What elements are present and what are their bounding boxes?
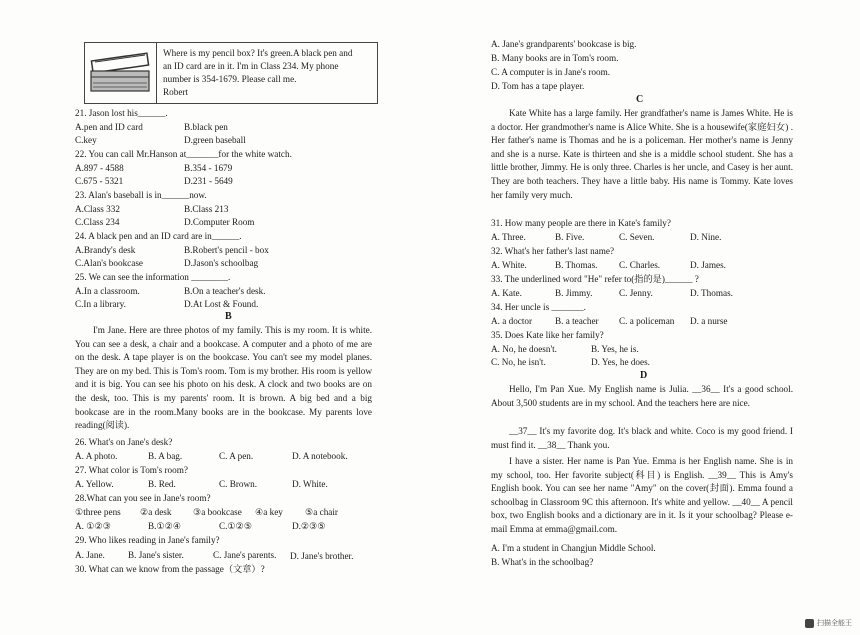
q23-option-a: A.Class 332 <box>75 204 120 214</box>
q28-option-c: C.①②⑤ <box>219 521 253 531</box>
q31-stem: 31. How many people are there in Kate's family? <box>491 218 671 228</box>
passage-c <box>491 107 793 202</box>
q28-item-5: ⑤a chair <box>305 507 338 517</box>
lost-notice-box <box>84 42 378 104</box>
q27-stem: 27. What color is Tom's room? <box>75 465 188 475</box>
q26-option-a: A. A photo. <box>75 451 118 461</box>
passage-c-text: Kate White has a large family. Her grandfather's name is James White. He is a doctor. Her grandmother's name is Alice White. She is a housewife(家庭妇女) . Her father's name is Thomas and he is a policeman. Her mother's name is Jenny and she is a nurse. Kate is thirteen and she is a middle school student. She has a little brother, Jimmy. He is only three. Charles is her uncle, and Casey is her aunt. They are both teachers. They have a little baby. His name is Tommy. Kate loves her family very much. <box>491 108 793 200</box>
q21-option-c: C.key <box>75 135 97 145</box>
q30-option-c: C. A computer is in Jane's room. <box>491 67 611 77</box>
q27-option-a: A. Yellow. <box>75 479 114 489</box>
q30-stem: 30. What can we know from the passage（文章）? <box>75 564 265 574</box>
q25-option-d: D.At Lost & Found. <box>184 299 259 309</box>
q25-stem: 25. We can see the information ________. <box>75 272 231 282</box>
q27-option-b: B. Red. <box>148 479 176 489</box>
q31-option-a: A. Three. <box>491 232 526 242</box>
q34-option-a: A. a doctor <box>491 316 533 326</box>
q30-option-b: B. Many books are in Tom's room. <box>491 53 619 63</box>
notice-line: an ID card are in it. I'm in Class 234. My phone <box>163 61 339 71</box>
q24-option-d: D.Jason's schoolbag <box>184 258 259 268</box>
q31-option-d: D. Nine. <box>690 232 722 242</box>
q28-stem: 28.What can you see in Jane's room? <box>75 493 211 503</box>
q26-option-b: B. A bag. <box>148 451 183 461</box>
q34-option-c: C. a policeman <box>619 316 675 326</box>
q32-option-b: B. Thomas. <box>555 260 598 270</box>
q33-stem: 33. The underlined word "He" refer to(指的是)______ ? <box>491 274 699 284</box>
section-b-header: B <box>225 311 232 322</box>
q27-option-d: D. White. <box>292 479 328 489</box>
q21-stem: 21. Jason lost his______. <box>75 108 168 118</box>
q23-option-c: C.Class 234 <box>75 217 120 227</box>
q25-option-a: A.In a classroom. <box>75 286 140 296</box>
q24-stem: 24. A black pen and an ID card are in______. <box>75 231 242 241</box>
passage-b <box>75 324 372 433</box>
q21-option-b: B.black pen <box>184 122 228 132</box>
passage-d-paragraph-3 <box>491 455 793 537</box>
q21-option-a: A.pen and ID card <box>75 122 143 132</box>
d-option-b: B. What's in the schoolbag? <box>491 557 594 567</box>
q30-option-d: D. Tom has a tape player. <box>491 81 585 91</box>
q30-option-a: A. Jane's grandparents' bookcase is big. <box>491 39 637 49</box>
q33-option-d: D. Thomas. <box>690 288 733 298</box>
q22-option-b: B.354 - 1679 <box>184 163 233 173</box>
q25-option-b: B.On a teacher's desk. <box>184 286 266 296</box>
q33-option-c: C. Jenny. <box>619 288 653 298</box>
q28-item-3: ③a bookcase <box>193 507 242 517</box>
q23-option-d: D.Computer Room <box>184 217 255 227</box>
q25-option-c: C.In a library. <box>75 299 126 309</box>
q34-option-b: B. a teacher <box>555 316 599 326</box>
passage-d-text-2: __37__ It's my favorite dog. It's black and white. Coco is my good friend. I must find it. __38__ Thank you. <box>491 426 793 450</box>
q32-option-d: D. James. <box>690 260 726 270</box>
notice-line: number is 354-1679. Please call me. <box>163 74 297 84</box>
section-c-header: C <box>636 94 644 105</box>
pencil-box-icon <box>85 43 157 103</box>
section-d-header: D <box>640 370 648 381</box>
notice-signature: Robert <box>163 87 189 97</box>
q26-stem: 26. What's on Jane's desk? <box>75 437 173 447</box>
passage-d-paragraph-1 <box>491 383 793 410</box>
q24-option-a: A.Brandy's desk <box>75 245 136 255</box>
passage-d-paragraph-2 <box>491 425 793 452</box>
d-option-a: A. I'm a student in Changjun Middle School. <box>491 543 656 553</box>
q28-option-d: D.②③⑤ <box>292 521 326 531</box>
notice-line: Where is my pencil box? It's green.A black pen and <box>163 48 353 58</box>
q29-option-d: D. Jane's brother. <box>290 551 354 561</box>
q32-option-c: C. Charles. <box>619 260 661 270</box>
q24-option-b: B.Robert's pencil - box <box>184 245 269 255</box>
q22-option-a: A.897 - 4588 <box>75 163 124 173</box>
q35-stem: 35. Does Kate like her family? <box>491 330 604 340</box>
q31-option-c: C. Seven. <box>619 232 655 242</box>
q22-stem: 22. You can call Mr.Hanson at_______for the white watch. <box>75 149 292 159</box>
q28-item-1: ①three pens <box>75 507 121 517</box>
passage-d-text-1: Hello, I'm Pan Xue. My English name is Julia. __36__ It's a good school. About 3,500 students are in my school. And the teachers here are nice. <box>491 384 793 408</box>
q28-item-4: ④a key <box>255 507 283 517</box>
q34-option-d: D. a nurse <box>690 316 728 326</box>
q35-option-d: D. Yes, he does. <box>591 357 650 367</box>
q22-option-d: D.231 - 5649 <box>184 176 233 186</box>
q29-stem: 29. Who likes reading in Jane's family? <box>75 535 220 545</box>
notice-text <box>163 47 373 99</box>
q26-option-d: D. A notebook. <box>292 451 348 461</box>
q33-option-a: A. Kate. <box>491 288 522 298</box>
q26-option-c: C. A pen. <box>219 451 254 461</box>
q28-option-b: B.①②④ <box>148 521 182 531</box>
q35-option-c: C. No, he isn't. <box>491 357 546 367</box>
q35-option-b: B. Yes, he is. <box>591 344 639 354</box>
q21-option-d: D.green baseball <box>184 135 246 145</box>
q24-option-c: C.Alan's bookcase <box>75 258 143 268</box>
q29-option-c: C. Jane's parents. <box>213 550 277 560</box>
q32-stem: 32. What's her father's last name? <box>491 246 615 256</box>
q23-option-b: B.Class 213 <box>184 204 229 214</box>
q29-option-a: A. Jane. <box>75 550 105 560</box>
q27-option-c: C. Brown. <box>219 479 258 489</box>
q35-option-a: A. No, he doesn't. <box>491 344 557 354</box>
q33-option-b: B. Jimmy. <box>555 288 593 298</box>
q28-item-2: ②a desk <box>140 507 172 517</box>
q32-option-a: A. White. <box>491 260 527 270</box>
watermark-text: 扫描全能王 <box>817 619 852 627</box>
q23-stem: 23. Alan's baseball is in______now. <box>75 190 207 200</box>
q31-option-b: B. Five. <box>555 232 585 242</box>
q29-option-b: B. Jane's sister. <box>128 550 184 560</box>
q22-option-c: C.675 - 5321 <box>75 176 124 186</box>
scanner-logo-icon <box>805 619 814 628</box>
passage-d-text-3: I have a sister. Her name is Pan Yue. Emma is her English name. She is in my school, too. Her favorite subject(科目) is English. __39__ This is Amy's English book. You can see her name "Amy" on the cover(封面). Emma found a schoolbag in Classroom 9C this afternoon. It's white and yellow. __40__ A pencil box, two English books and a dictionary are in it. Is it your schoolbag? Please e-mail Emma at emma@gmail.com. <box>491 456 793 534</box>
q28-option-a: A. ①②③ <box>75 521 111 531</box>
passage-b-text: I'm Jane. Here are three photos of my family. This is my room. It is white. You can see a desk, a chair and a bookcase. A computer and a photo of me are on the desk. A tape player is on the bookcase. You can't see my model planes. They are on my bed. This is Tom's room. Tom is my brother. His room is yellow and it is big. You can see his photo on his desk. A clock and two books are on the desk, too. This is my parents' room. It is brown. A big bed and a big bookcase are in the room.Many books are in the bookcase. My parents love reading(阅读). <box>75 325 372 431</box>
scanner-watermark <box>805 618 852 628</box>
q34-stem: 34. Her uncle is _______. <box>491 302 586 312</box>
